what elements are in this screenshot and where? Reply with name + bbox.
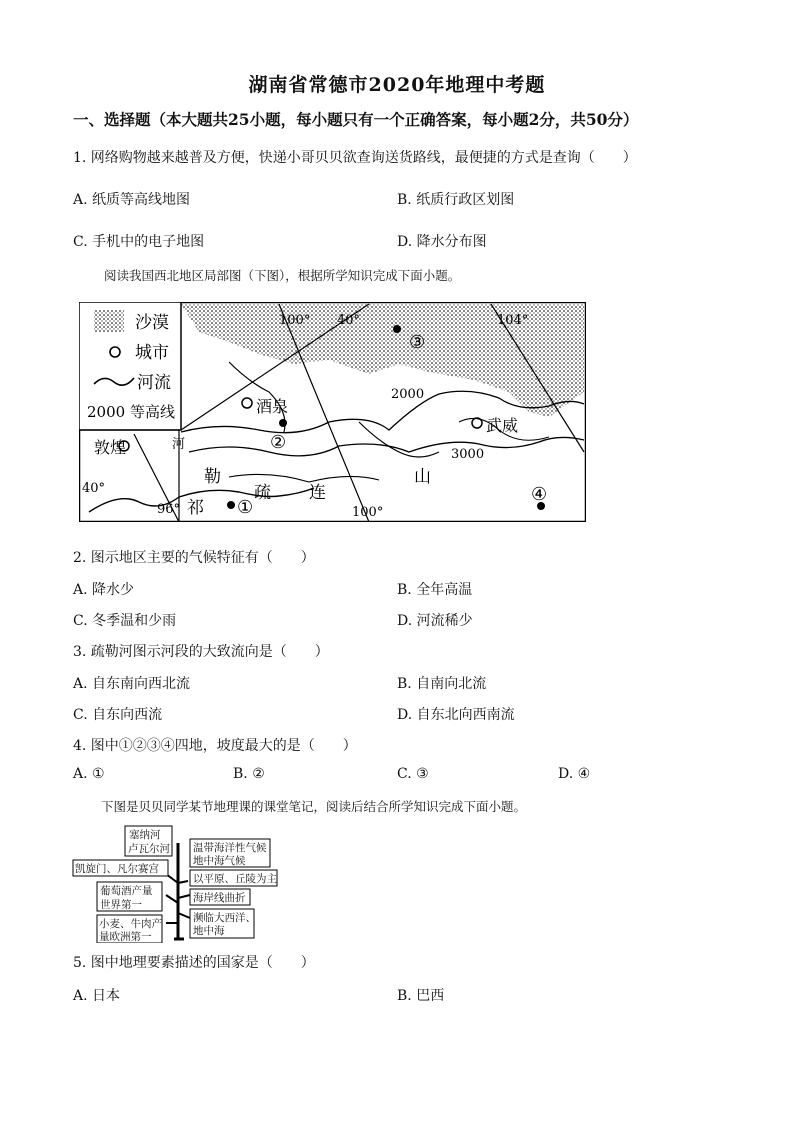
label-contour-2000: 2000 (391, 387, 425, 402)
northwest-china-map (79, 302, 586, 522)
tree-text-4: 以平原、丘陵为主 (193, 873, 277, 885)
tree-text-1: 塞纳河 (129, 829, 161, 841)
question-4-option-c: C. ③ (397, 766, 429, 782)
label-lon100-top: 100° (279, 313, 311, 328)
label-shu: 勒 (204, 467, 221, 487)
point-1-dot (227, 501, 235, 509)
question-1-option-b: B. 纸质行政区划图 (397, 192, 515, 208)
question-2-option-d: D. 河流稀少 (397, 613, 473, 629)
label-qilian-1: 祁 (187, 498, 204, 518)
label-lon96: 96° (157, 502, 181, 517)
question-2-option-a: A. 降水少 (73, 582, 135, 598)
tree-text-3: 凯旋门、凡尔赛宫 (75, 863, 159, 875)
tree-text-5: 葡萄酒产量 (100, 885, 153, 897)
question-4-stem: 4. 图中①②③④四地，坡度最大的是（ ） (73, 738, 357, 754)
tree-branches (162, 871, 190, 923)
city-dunhuang-label: 敦煌 (94, 438, 127, 457)
legend-city-label: 城市 (135, 343, 169, 363)
label-contour-3000: 3000 (451, 447, 485, 462)
question-3-option-d: D. 自东北向西南流 (397, 707, 515, 723)
question-5-option-a: A. 日本 (73, 988, 121, 1004)
legend-river-label: 河流 (137, 373, 171, 393)
legend-desert-label: 沙漠 (135, 313, 169, 333)
point-2-label: ② (270, 432, 287, 453)
question-4-option-d: D. ④ (558, 766, 591, 782)
legend-contour-label: 2000 等高线 (87, 403, 175, 421)
label-lon100-bottom: 100° (352, 505, 384, 520)
tree-text-6: 海岸线曲折 (193, 892, 246, 904)
legend-desert-swatch (94, 310, 124, 332)
label-lat40-top: 40° (337, 313, 361, 328)
label-qilian-3: 山 (414, 467, 431, 487)
label-lat40-left: 40° (82, 481, 106, 496)
question-3-option-a: A. 自东南向西北流 (73, 676, 191, 692)
point-2-dot (279, 419, 287, 427)
question-1-option-c: C. 手机中的电子地图 (73, 234, 205, 250)
tree-text-7b: 地中海 (193, 925, 225, 937)
map-figure (79, 302, 586, 522)
reading-intro-notes: 下图是贝贝同学某节地理课的课堂笔记，阅读后结合所学知识完成下面小题。 (101, 799, 527, 814)
question-2-option-b: B. 全年高温 (397, 582, 473, 598)
tree-text-5b: 世界第一 (100, 899, 142, 911)
point-4-label: ④ (531, 484, 548, 505)
point-3-dot (393, 325, 401, 333)
tree-text-2b: 地中海气候 (193, 855, 246, 867)
question-1-option-d: D. 降水分布图 (397, 234, 487, 250)
city-jiuquan-label: 酒泉 (256, 397, 289, 416)
question-1-option-a: A. 纸质等高线地图 (73, 192, 191, 208)
label-lon104: 104° (497, 313, 529, 328)
page-title: 湖南省常德市2020年地理中考题 (248, 74, 546, 96)
question-3-option-c: C. 自东向西流 (73, 707, 163, 723)
class-notes-tree (70, 823, 282, 943)
question-4-option-a: A. ① (73, 766, 105, 782)
question-3-stem: 3. 疏勒河图示河段的大致流向是（ ） (73, 644, 329, 660)
question-5-option-b: B. 巴西 (397, 988, 445, 1004)
tree-text-8b: 量欧洲第一 (99, 931, 152, 943)
question-4-option-b: B. ② (233, 766, 265, 782)
tree-figure (70, 823, 282, 943)
tree-text-1b: 卢瓦尔河 (128, 843, 170, 855)
tree-text-8: 小麦、牛肉产 (99, 918, 162, 930)
point-3-label: ③ (409, 332, 426, 353)
question-3-option-b: B. 自南向北流 (397, 676, 487, 692)
tree-text-7: 濒临大西洋、 (193, 912, 256, 924)
question-2-stem: 2. 图示地区主要的气候特征有（ ） (73, 550, 315, 566)
tree-text-2: 温带海洋性气候 (193, 842, 267, 854)
question-1-stem: 1. 网络购物越来越普及方便，快递小哥贝贝欲查询送货路线，最便捷的方式是查询（ ） (73, 150, 637, 166)
label-he: 河 (172, 437, 186, 452)
tree-trunk (174, 843, 184, 939)
question-2-option-c: C. 冬季温和少雨 (73, 613, 177, 629)
question-5-stem: 5. 图中地理要素描述的国家是（ ） (73, 955, 315, 971)
label-le: 疏 (254, 483, 271, 503)
reading-intro-map: 阅读我国西北地区局部图（下图），根据所学知识完成下面小题。 (104, 268, 461, 283)
city-wuwei-label: 武威 (486, 416, 519, 435)
label-qilian-2: 连 (309, 483, 326, 503)
point-1-label: ① (237, 497, 254, 518)
section-heading: 一、选择题（本大题共25小题，每小题只有一个正确答案，每小题2分，共50分） (73, 110, 639, 129)
